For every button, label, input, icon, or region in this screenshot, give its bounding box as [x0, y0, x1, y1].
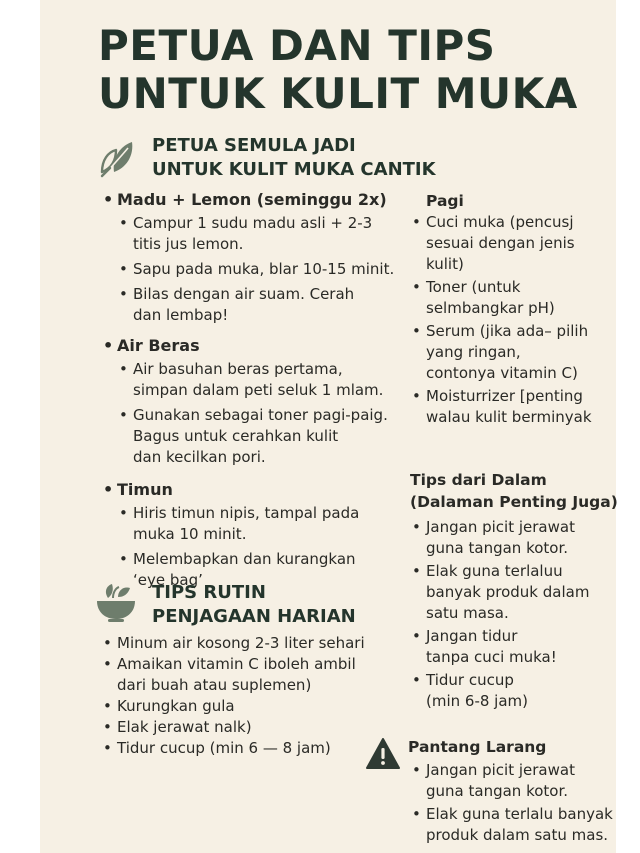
pagi-section: [426, 190, 616, 428]
list-item: • Moisturrizer [penting walau kulit berminyak: [426, 386, 616, 428]
group-title: • Air Beras: [117, 335, 417, 356]
list-item: [133, 213, 417, 255]
list-item-line: • Hiris timun nipis, tampal pada: [133, 504, 360, 522]
list-item: [133, 359, 417, 401]
list-item: • Toner (untuk selmbangkar pH): [426, 277, 616, 319]
list-item: • Cuci muka (pencusj sesuai dengan jenis kulit): [426, 212, 616, 275]
tips-dalam-section: [410, 469, 616, 712]
list-item: [133, 503, 417, 545]
list-item-line: titis jus lemon.: [133, 235, 244, 253]
group-timun: [117, 479, 417, 591]
list-item-line: muka 10 minit.: [133, 525, 247, 543]
list-item-line: dan lembap!: [133, 306, 229, 324]
list-item: [133, 259, 417, 280]
pantang-title: Pantang Larang: [408, 738, 547, 756]
list-item-line: • Gunakan sebagai toner pagi-paig.: [133, 406, 388, 424]
list-item-line: simpan dalam peti seluk 1 mlam.: [133, 381, 384, 399]
list-item-line: • Sapu pada muka, blar 10-15 minit.: [133, 260, 395, 278]
section2-heading-line-1: TIPS RUTIN: [152, 582, 266, 603]
list-item: • Kurungkan gula: [117, 696, 397, 717]
pagi-title: Pagi: [426, 192, 464, 210]
list-item: • Elak guna terlalu banyak produk dalam satu mas.: [426, 804, 616, 846]
list-item-line: • Air basuhan beras pertama,: [133, 360, 343, 378]
title-line-1: PETUA DAN TIPS: [98, 21, 496, 70]
list-item: • Tidur cucup (min 6 — 8 jam): [117, 738, 397, 759]
bowl-icon: [94, 582, 138, 624]
list-item-line: • Campur 1 sudu madu asli + 2-3: [133, 214, 373, 232]
title-line-2: UNTUK KULIT MUKA: [98, 69, 578, 118]
list-item-line: Bagus untuk cerahkan kulit: [133, 427, 339, 445]
section2-heading-line-2: PENJAGAAN HARIAN: [152, 606, 356, 627]
pantang-section: [408, 736, 616, 846]
section1-heading-line-2: UNTUK KULIT MUKA CANTIK: [152, 159, 436, 180]
list-item: • Serum (jika ada– pilih yang ringan, contonya vitamin C): [426, 321, 616, 384]
group-madu-lemon: [117, 189, 417, 326]
leaf-icon: [96, 138, 138, 180]
list-item: • Minum air kosong 2-3 liter sehari: [117, 633, 397, 654]
list-item-line: ‘eye bag’: [133, 571, 203, 589]
section2-heading: [152, 581, 356, 629]
list-item-line: • Melembapkan dan kurangkan: [133, 550, 356, 568]
list-item: • Tidur cucup (min 6-8 jam): [426, 670, 616, 712]
group-air-beras: [117, 335, 417, 468]
section1-list: [117, 189, 417, 591]
group-title: • Madu + Lemon (seminggu 2x): [117, 189, 417, 210]
list-item: [133, 405, 417, 468]
group-title: • Timun: [117, 479, 417, 500]
page-title: [98, 22, 578, 118]
list-item-line: dan kecilkan pori.: [133, 448, 266, 466]
tips-dalam-title: Tips dari Dalam (Dalaman Penting Juga): [410, 471, 618, 511]
section1-heading-line-1: PETUA SEMULA JADI: [152, 135, 356, 156]
section1-heading: [152, 134, 436, 182]
list-item: • Elak guna terlaluu banyak produk dalam satu masa.: [426, 561, 616, 624]
list-item: • Amaikan vitamin C iboleh ambil dari buah atau suplemen): [117, 654, 397, 696]
list-item-line: • Bilas dengan air suam. Cerah: [133, 285, 355, 303]
list-item: [133, 284, 417, 326]
section2-list: [117, 633, 397, 759]
list-item: • Elak jerawat nalk): [117, 717, 397, 738]
list-item: • Jangan picit jerawat guna tangan kotor.: [426, 517, 616, 559]
warning-icon: [365, 737, 401, 771]
list-item: • Jangan picit jerawat guna tangan kotor.: [426, 760, 616, 802]
list-item: • Jangan tidur tanpa cuci muka!: [426, 626, 616, 668]
